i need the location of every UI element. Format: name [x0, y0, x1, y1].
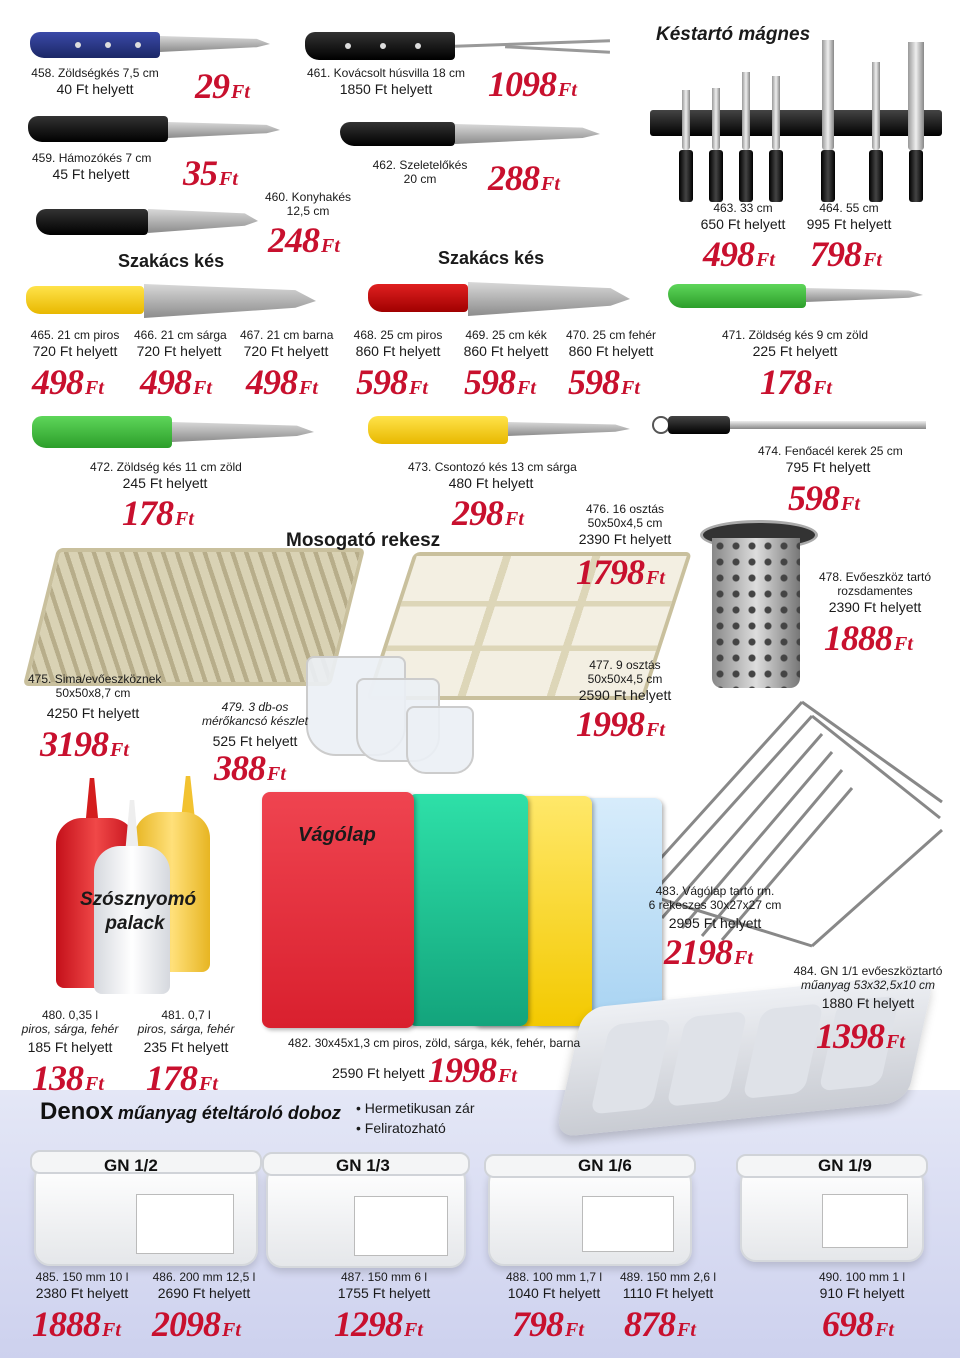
price-value: 798	[512, 1304, 563, 1344]
currency: Ft	[646, 719, 665, 741]
currency: Ft	[565, 1319, 584, 1341]
price-value: 598	[568, 362, 619, 402]
old-price: 860 Ft helyett	[355, 343, 441, 359]
chef-knife-heading: Szakács kés	[118, 251, 225, 271]
price-472	[122, 495, 194, 531]
gn-label-1-3: GN 1/3	[336, 1156, 390, 1175]
knife-magnet-image	[650, 110, 942, 136]
price-value: 178	[760, 362, 811, 402]
product-code: 469. 25 cm kék	[465, 328, 547, 342]
product-desc: 50x50x4,5 cm	[587, 672, 663, 686]
product-code: 467. 21 cm barna	[240, 328, 334, 342]
currency: Ft	[734, 947, 753, 969]
price-471	[760, 364, 832, 400]
old-price: 1850 Ft helyett	[339, 81, 433, 97]
magnet-knife-handle	[739, 150, 753, 202]
old-price: 525 Ft helyett	[212, 733, 298, 749]
gn-label-1-9: GN 1/9	[818, 1156, 872, 1175]
gn-label-1-6: GN 1/6	[578, 1156, 632, 1175]
price-value: 598	[464, 362, 515, 402]
feature-item: • Feliratozható	[356, 1120, 446, 1136]
feature-list	[356, 1098, 475, 1138]
old-price: 795 Ft helyett	[785, 459, 871, 475]
product-code: 490. 100 mm 1 l	[818, 1270, 906, 1284]
price-value: 1888	[824, 618, 892, 658]
price-479	[214, 750, 286, 786]
old-price: 860 Ft helyett	[568, 343, 654, 359]
product-code: 487. 150 mm 6 l	[340, 1270, 428, 1284]
product-code: 465. 21 cm piros	[30, 328, 120, 342]
currency: Ft	[517, 377, 536, 399]
currency: Ft	[222, 1319, 241, 1341]
old-price: 1880 Ft helyett	[821, 995, 915, 1011]
price-484	[816, 1018, 905, 1054]
old-price: 45 Ft helyett	[52, 166, 130, 182]
price-473	[452, 495, 524, 531]
currency: Ft	[756, 249, 775, 271]
sauce-bottle-yellow-image	[166, 776, 210, 816]
product-code: 486. 200 mm 12,5 l	[152, 1270, 256, 1284]
price-482	[428, 1052, 517, 1088]
denox-heading	[40, 1098, 341, 1126]
product-code: 466. 21 cm sárga	[134, 328, 227, 342]
vegetable-knife-large-green-image	[32, 412, 314, 452]
product-code: 468. 25 cm piros	[353, 328, 443, 342]
price-value: 178	[146, 1058, 197, 1098]
product-461	[300, 66, 472, 98]
price-488	[512, 1306, 584, 1342]
magnet-knife-handle	[869, 150, 883, 202]
old-price: 245 Ft helyett	[122, 475, 208, 491]
price-481	[146, 1060, 218, 1096]
price-476	[576, 554, 665, 590]
price-value: 248	[268, 220, 319, 260]
product-desc: piros, sárga, fehér	[21, 1022, 119, 1036]
product-486	[150, 1270, 258, 1302]
price-value: 388	[214, 748, 265, 788]
measuring-jug-set-image	[306, 650, 496, 780]
product-desc: 50x50x4,5 cm	[587, 516, 663, 530]
price-value: 498	[703, 234, 754, 274]
product-462	[368, 158, 472, 186]
product-code: 488. 100 mm 1,7 l	[505, 1270, 603, 1284]
old-price: 860 Ft helyett	[463, 343, 549, 359]
product-code: 464. 55 cm	[819, 201, 879, 215]
price-value: 1888	[32, 1304, 100, 1344]
cutlery-holder-image	[700, 520, 812, 690]
paring-knife-image	[28, 112, 280, 146]
product-490	[812, 1270, 912, 1302]
product-484	[790, 964, 946, 1012]
currency: Ft	[541, 173, 560, 195]
product-476	[576, 502, 674, 548]
product-code: 470. 25 cm fehér	[565, 328, 657, 342]
product-code: 471. Zöldség kés 9 cm zöld	[721, 328, 869, 342]
magnet-knife-handle	[709, 150, 723, 202]
price-value: 1998	[576, 704, 644, 744]
price-489	[624, 1306, 696, 1342]
product-475	[28, 672, 162, 722]
currency: Ft	[621, 377, 640, 399]
old-price: 480 Ft helyett	[448, 475, 534, 491]
currency: Ft	[175, 508, 194, 530]
kitchen-knife-image	[36, 205, 258, 239]
magnet-knife-blade	[742, 72, 750, 150]
product-code: 460. Konyhakés	[264, 190, 352, 204]
price-value: 178	[122, 493, 173, 533]
product-489	[616, 1270, 720, 1302]
product-code: 463. 33 cm	[713, 201, 773, 215]
feature-text: Hermetikusan zár	[364, 1100, 475, 1116]
gn-container-1-3-image	[266, 1164, 466, 1268]
magnet-knife-blade	[872, 62, 880, 150]
product-473	[408, 460, 577, 492]
product-465	[30, 328, 120, 360]
currency: Ft	[231, 81, 250, 103]
magnet-knife-handle	[821, 150, 835, 202]
product-code: 458. Zöldségkés 7,5 cm	[31, 66, 159, 80]
price-467	[246, 364, 318, 400]
old-price: 1040 Ft helyett	[507, 1285, 601, 1301]
sauce-bottle-heading: Szósznyomó palack	[80, 889, 197, 934]
product-488	[502, 1270, 606, 1302]
product-472	[90, 460, 240, 492]
price-value: 798	[810, 234, 861, 274]
old-price: 2995 Ft helyett	[668, 915, 762, 931]
magnet-knife-handle	[909, 150, 923, 202]
currency: Ft	[321, 235, 340, 257]
price-459	[183, 155, 238, 191]
price-value: 1298	[334, 1304, 402, 1344]
product-471	[720, 328, 870, 360]
product-code: 474. Fenőacél kerek 25 cm	[758, 444, 903, 458]
old-price: 1755 Ft helyett	[337, 1285, 431, 1301]
product-482-old-price: 2590 Ft helyett	[332, 1065, 425, 1081]
product-463	[696, 201, 790, 233]
product-code: 476. 16 osztás	[585, 502, 665, 516]
price-value: 698	[822, 1304, 873, 1344]
product-485	[28, 1270, 136, 1302]
currency: Ft	[110, 739, 129, 761]
vegetable-knife-image	[30, 26, 270, 62]
chef-knife-red-image	[368, 280, 630, 320]
product-desc: 50x50x8,7 cm	[55, 686, 131, 700]
price-value: 35	[183, 153, 217, 193]
vegetable-knife-green-image	[668, 282, 923, 312]
price-466	[140, 364, 212, 400]
product-459	[32, 151, 150, 183]
product-458	[28, 66, 162, 98]
price-486	[152, 1306, 241, 1342]
product-code: 489. 150 mm 2,6 l	[619, 1270, 717, 1284]
price-value: 498	[246, 362, 297, 402]
slicing-knife-image	[340, 118, 600, 150]
currency: Ft	[863, 249, 882, 271]
currency: Ft	[677, 1319, 696, 1341]
price-475	[40, 726, 129, 762]
product-code: 481. 0,7 l	[161, 1008, 211, 1022]
product-desc: műanyag 53x32,5x10 cm	[800, 978, 936, 992]
currency: Ft	[267, 763, 286, 785]
currency: Ft	[498, 1065, 517, 1087]
price-480	[32, 1060, 104, 1096]
product-code: 461. Kovácsolt húsvilla 18 cm	[306, 66, 466, 80]
old-price: 995 Ft helyett	[806, 216, 892, 232]
price-value: 498	[140, 362, 191, 402]
product-desc: 6 rekeszes 30x27x27 cm	[648, 898, 782, 912]
currency: Ft	[85, 1073, 104, 1095]
price-value: 598	[356, 362, 407, 402]
old-price: 2380 Ft helyett	[35, 1285, 129, 1301]
product-code: 475. Sima/evőeszköznek	[28, 672, 162, 686]
price-483	[664, 934, 753, 970]
product-480	[20, 1008, 120, 1056]
price-469	[464, 364, 536, 400]
price-value: 3198	[40, 724, 108, 764]
product-code: 485. 150 mm 10 l	[35, 1270, 129, 1284]
product-467	[240, 328, 332, 360]
price-487	[334, 1306, 423, 1342]
currency: Ft	[193, 377, 212, 399]
old-price: 185 Ft helyett	[27, 1039, 113, 1055]
currency: Ft	[646, 567, 665, 589]
currency: Ft	[219, 168, 238, 190]
price-value: 138	[32, 1058, 83, 1098]
old-price: 4250 Ft helyett	[46, 705, 140, 721]
price-value: 29	[195, 66, 229, 106]
gn-container-1-6-image	[488, 1166, 692, 1266]
product-478	[810, 570, 940, 616]
product-code: 472. Zöldség kés 11 cm zöld	[90, 460, 242, 474]
price-470	[568, 364, 640, 400]
old-price: 1110 Ft helyett	[622, 1285, 714, 1301]
magnet-knife-handle	[769, 150, 783, 202]
magnet-knife-blade	[682, 90, 690, 150]
price-value: 288	[488, 158, 539, 198]
currency: Ft	[558, 79, 577, 101]
old-price: 720 Ft helyett	[243, 343, 329, 359]
old-price: 235 Ft helyett	[143, 1039, 229, 1055]
sharpening-steel-image	[652, 414, 928, 438]
product-code: 480. 0,35 l	[41, 1008, 99, 1022]
price-value: 298	[452, 493, 503, 533]
product-code: 478. Evőeszköz tartó	[818, 570, 932, 584]
product-470	[564, 328, 658, 360]
old-price: 910 Ft helyett	[819, 1285, 905, 1301]
product-483	[640, 884, 790, 932]
magnet-knife-blade	[822, 40, 834, 150]
product-487	[330, 1270, 438, 1302]
product-464	[802, 201, 896, 233]
currency: Ft	[841, 493, 860, 515]
product-code: 484. GN 1/1 evőeszköztartó	[793, 964, 943, 978]
magnet-knife-handle	[679, 150, 693, 202]
currency: Ft	[894, 633, 913, 655]
price-value: 1098	[488, 64, 556, 104]
old-price: 2390 Ft helyett	[828, 599, 922, 615]
currency: Ft	[102, 1319, 121, 1341]
chef-knife-heading-2: Szakács kés	[438, 248, 545, 268]
currency: Ft	[505, 508, 524, 530]
old-price: 40 Ft helyett	[56, 81, 134, 97]
old-price: 650 Ft helyett	[700, 216, 786, 232]
product-code: 483. Vágólap tartó rm.	[655, 884, 775, 898]
product-466	[134, 328, 227, 360]
price-477	[576, 706, 665, 742]
currency: Ft	[404, 1319, 423, 1341]
product-code: 459. Hámozókés 7 cm	[32, 151, 152, 165]
feature-item: • Hermetikusan zár	[356, 1100, 475, 1116]
currency: Ft	[299, 377, 318, 399]
gn-container-1-9-image	[740, 1166, 924, 1262]
old-price: 720 Ft helyett	[32, 343, 118, 359]
price-value: 1798	[576, 552, 644, 592]
product-477	[576, 658, 674, 704]
feature-text: Feliratozható	[364, 1120, 446, 1136]
price-478	[824, 620, 913, 656]
price-462	[488, 160, 560, 196]
old-price: 225 Ft helyett	[752, 343, 838, 359]
currency: Ft	[875, 1319, 894, 1341]
carving-fork-image	[305, 28, 610, 62]
old-price: 2590 Ft helyett	[578, 687, 672, 703]
product-479	[200, 700, 310, 750]
denox-brand: Denox	[40, 1098, 114, 1125]
product-481	[136, 1008, 236, 1056]
cutting-board-green-image	[408, 794, 528, 1026]
price-value: 1398	[816, 1016, 884, 1056]
product-468	[352, 328, 444, 360]
knife-magnet-heading: Késtartó mágnes	[656, 24, 811, 45]
price-465	[32, 364, 104, 400]
price-value: 598	[788, 478, 839, 518]
old-price: 2690 Ft helyett	[157, 1285, 251, 1301]
price-458	[195, 68, 250, 104]
currency: Ft	[199, 1073, 218, 1095]
gn-container-1-2-image	[34, 1162, 258, 1266]
product-desc: mérőkancsó készlet	[201, 714, 309, 728]
price-value: 1998	[428, 1050, 496, 1090]
product-code: 473. Csontozó kés 13 cm sárga	[408, 460, 577, 474]
old-price: 720 Ft helyett	[136, 343, 222, 359]
old-price: 2390 Ft helyett	[578, 531, 672, 547]
magnet-knife-blade	[712, 88, 720, 150]
product-desc: 20 cm	[403, 172, 437, 186]
cutting-board-heading: Vágólap	[298, 824, 376, 846]
product-code: 477. 9 osztás	[589, 658, 661, 672]
product-code: 462. Szeletelőkés	[372, 158, 468, 172]
price-value: 498	[32, 362, 83, 402]
price-value: 2198	[664, 932, 732, 972]
price-463	[703, 236, 775, 272]
price-464	[810, 236, 882, 272]
chef-knife-yellow-image	[26, 282, 316, 322]
denox-subtitle: műanyag ételtároló doboz	[117, 1103, 341, 1123]
currency: Ft	[886, 1031, 905, 1053]
currency: Ft	[409, 377, 428, 399]
product-desc: 12,5 cm	[286, 204, 330, 218]
price-460	[268, 222, 340, 258]
magnet-knife-blade	[772, 76, 780, 150]
price-468	[356, 364, 428, 400]
product-desc: piros, sárga, fehér	[137, 1022, 235, 1036]
product-460	[262, 190, 354, 218]
price-474	[788, 480, 860, 516]
price-value: 2098	[152, 1304, 220, 1344]
product-474	[758, 444, 903, 476]
product-code: 479. 3 db-os	[221, 700, 289, 714]
magnet-knife-blade	[908, 42, 924, 150]
currency: Ft	[813, 377, 832, 399]
price-461	[488, 66, 577, 102]
currency: Ft	[85, 377, 104, 399]
boning-knife-image	[368, 412, 630, 448]
dish-rack-heading: Mosogató rekesz	[286, 530, 441, 551]
product-469	[460, 328, 552, 360]
price-485	[32, 1306, 121, 1342]
price-490	[822, 1306, 894, 1342]
gn-label-1-2: GN 1/2	[104, 1156, 158, 1175]
product-482-code: 482. 30x45x1,3 cm piros, zöld, sárga, kék, fehér, barna	[288, 1036, 581, 1050]
product-desc: rozsdamentes	[837, 584, 913, 598]
price-value: 878	[624, 1304, 675, 1344]
